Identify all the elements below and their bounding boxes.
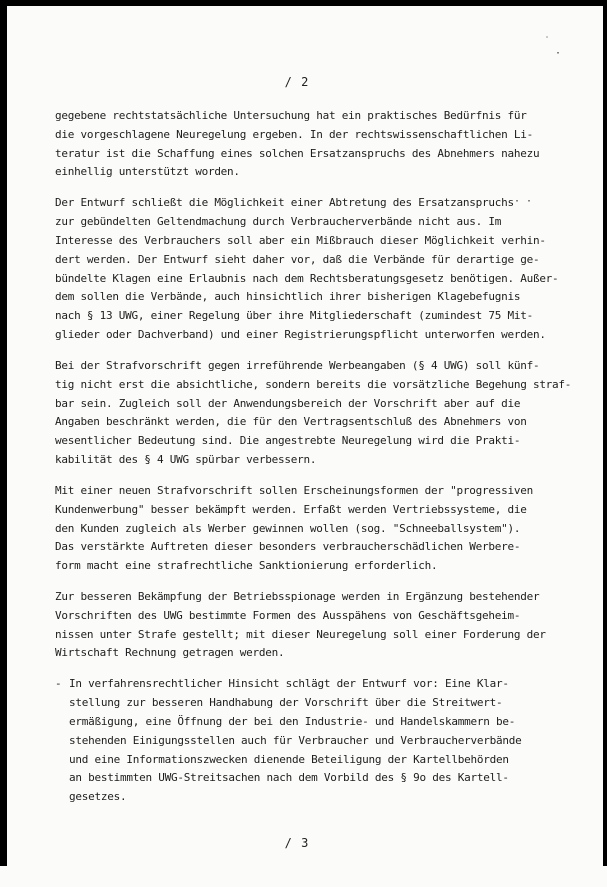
paragraph-4: [55, 482, 567, 576]
text-line: den Kunden zugleich als Werber gewinnen wollen (sog. "Schneeballsystem").: [55, 521, 521, 535]
text-line: gesetzes.: [69, 790, 127, 804]
text-line: stehenden Einigungsstellen auch für Verbraucher und Verbraucherverbände: [69, 733, 522, 747]
text-line: Vorschriften des UWG bestimmte Formen des Ausspähens von Geschäftsgeheim-: [55, 608, 521, 622]
paragraph-3: [55, 357, 572, 470]
bullet-paragraph: [55, 675, 567, 807]
text-line: nach § 13 UWG, einer Regelung über ihre Mitgliederschaft (zumindest 75 Mit-: [55, 309, 533, 323]
text-line: die vorgeschlagene Neuregelung ergeben. In der rechtswissenschaftlichen Li-: [55, 127, 533, 141]
text-line: In verfahrensrechtlicher Hinsicht schlägt der Entwurf vor: Eine Klar-: [69, 677, 509, 691]
text-line: Der Entwurf schließt die Möglichkeit einer Abtretung des Ersatzanspruchs: [55, 196, 514, 210]
text-line: bündelte Klagen eine Erlaubnis nach dem Rechtsberatungsgesetz benötigen. Außer-: [55, 271, 559, 285]
text-line: tig nicht erst die absichtliche, sondern bereits die vorsätzliche Begehung straf-: [55, 377, 572, 391]
text-line: stellung zur besseren Handhabung der Vorschrift über die Streitwert-: [69, 696, 503, 710]
text-line: glieder oder Dachverband) und einer Registrierungspflicht unterworfen werden.: [55, 327, 546, 341]
text-line: Bei der Strafvorschrift gegen irreführende Werbeangaben (§ 4 UWG) soll künf-: [55, 358, 540, 372]
scan-margin: [0, 866, 607, 887]
text-line: dem sollen die Verbände, auch hinsichtlich ihrer bisherigen Klagebefugnis: [55, 290, 521, 304]
text-line: kabilität des § 4 UWG spürbar verbessern.: [55, 452, 317, 466]
text-line: teratur ist die Schaffung eines solchen Ersatzanspruchs des Abnehmers nahezu: [55, 146, 540, 160]
text-line: Angaben beschränkt werden, die für den Vertragsentschluß des Abnehmers von: [55, 415, 527, 429]
text-line: an bestimmten UWG-Streitsachen nach dem Vorbild des § 9o des Kartell-: [69, 771, 509, 785]
text-line: Das verstärkte Auftreten dieser besonders verbraucherschädlichen Werbere-: [55, 540, 521, 554]
text-line: bar sein. Zugleich soll der Anwendungsbereich der Vorschrift aber auf die: [55, 396, 521, 410]
text-line: Wirtschaft Rechnung getragen werden.: [55, 646, 285, 660]
scan-speck: · ·: [514, 196, 533, 207]
paragraph-2: [55, 194, 567, 344]
text-line: und eine Informationszwecken dienende Beteiligung der Kartellbehörden: [69, 752, 509, 766]
text-line: einhellig unterstützt worden.: [55, 165, 240, 179]
bullet-dash: -: [55, 677, 62, 691]
text-line: dert werden. Der Entwurf sieht daher vor, daß die Verbände für derartige ge-: [55, 252, 540, 266]
page-number-bottom: / 3: [284, 836, 310, 850]
page-number-top: / 2: [284, 75, 310, 89]
text-line: Zur besseren Bekämpfung der Betriebsspionage werden in Ergänzung bestehender: [55, 590, 540, 604]
text-line: form macht eine strafrechtliche Sanktionierung erforderlich.: [55, 559, 438, 573]
text-line: Kundenwerbung" besser bekämpft werden. Erfaßt werden Vertriebssysteme, die: [55, 502, 527, 516]
text-line: Interesse des Verbrauchers soll aber ein Mißbrauch dieser Möglichkeit verhin-: [55, 233, 546, 247]
scan-speck: ˙: [544, 36, 551, 47]
document-page: [7, 6, 603, 866]
paragraph-5: [55, 588, 567, 663]
text-line: Mit einer neuen Strafvorschrift sollen Erscheinungsformen der "progressiven: [55, 483, 533, 497]
text-line: ermäßigung, eine Öffnung der bei den Industrie- und Handelskammern be-: [69, 715, 516, 729]
scan-speck: ·: [555, 48, 562, 59]
body-text: [55, 107, 572, 819]
text-line: zur gebündelten Geltendmachung durch Verbraucherverbände nicht aus. Im: [55, 215, 502, 229]
text-line: wesentlicher Bedeutung sind. Die angestrebte Neuregelung wird die Prakti-: [55, 434, 521, 448]
text-line: nissen unter Strafe gestellt; mit dieser Neuregelung soll einer Forderung der: [55, 627, 546, 641]
paragraph-1: [55, 107, 567, 182]
text-line: gegebene rechtstatsächliche Untersuchung hat ein praktisches Bedürfnis für: [55, 109, 527, 122]
